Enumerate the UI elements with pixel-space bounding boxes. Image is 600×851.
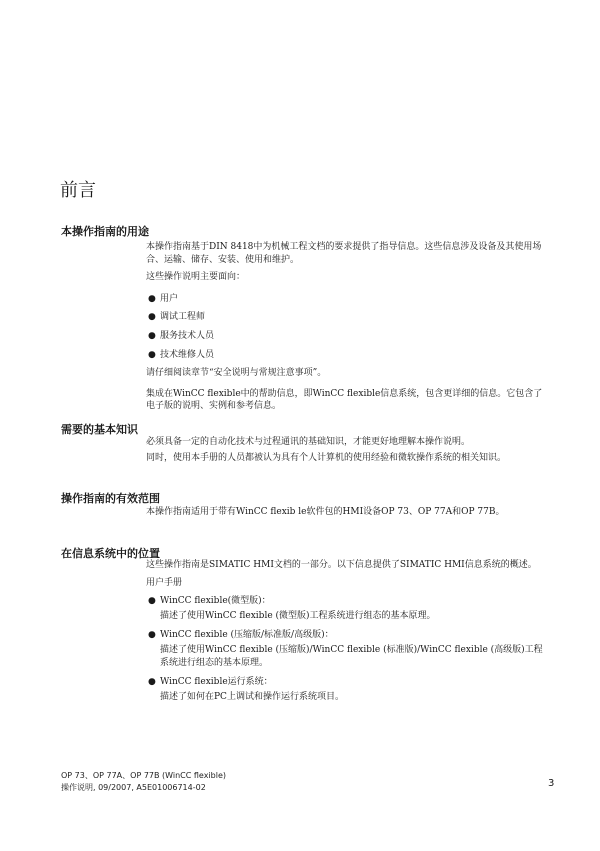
list-item-description: 描述了使用WinCC flexible (压缩版)/WinCC flexible (标准版)/WinCC flexible (高级版)工程系统进行组态的基本原理。 (160, 644, 543, 668)
footer-product-line: OP 73、OP 77A、OP 77B (WinCC flexible) (61, 771, 227, 780)
footer-document-line: 操作说明, 09/2007, A5E01006714-02 (61, 783, 206, 792)
list-item: ● 技术维修人员 (148, 349, 215, 360)
knowledge-paragraph-1: 必须具备一定的自动化技术与过程通讯的基础知识，才能更好地理解本操作说明。 (146, 437, 471, 447)
bullet-icon: ● (148, 312, 156, 323)
heading-knowledge: 需要的基本知识 (61, 423, 138, 436)
list-item: ● WinCC flexible(微型版)： (148, 596, 271, 607)
user-manual-subheading: 用户手册 (146, 577, 183, 588)
section-knowledge-body (146, 436, 546, 469)
section-position-body (146, 559, 546, 710)
list-item-description: 描述了如何在PC上调试和操作运行系统项目。 (160, 691, 344, 702)
section-scope-body (146, 506, 546, 524)
bullet-icon: ● (148, 677, 156, 688)
list-item: ● WinCC flexible (压缩版/标准版/高级版)： (148, 630, 334, 641)
page-footer (61, 770, 226, 794)
position-paragraph-1: 这些操作指南是SIMATIC HMI文档的一部分。以下信息提供了SIMATIC HMI信息系统的概述。 (146, 560, 537, 570)
list-item: ● 服务技术人员 (148, 330, 215, 341)
list-item: ● WinCC flexible运行系统： (148, 677, 273, 688)
page-title: 前言 (60, 180, 96, 201)
heading-position: 在信息系统中的位置 (61, 547, 160, 560)
scope-paragraph-1: 本操作指南适用于带有WinCC flexib le软件包的HMI设备OP 73、OP 77A和OP 77B。 (146, 507, 505, 517)
section-purpose-body (146, 241, 546, 418)
knowledge-paragraph-2: 同时，使用本手册的人员都被认为具有个人计算机的使用经验和微软操作系统的相关知识。 (146, 452, 507, 463)
list-item: ● 用户 (148, 293, 179, 304)
bullet-icon: ● (148, 293, 156, 304)
bullet-icon: ● (148, 596, 156, 607)
purpose-paragraph-2: 这些操作说明主要面向： (146, 272, 246, 283)
bullet-icon: ● (148, 330, 156, 341)
list-item: ● 调试工程师 (148, 312, 206, 323)
heading-scope: 操作指南的有效范围 (61, 492, 160, 505)
purpose-paragraph-1: 本操作指南基于DIN 8418中为机械工程文档的要求提供了指导信息。这些信息涉及设备及其使用场合、运输、储存、安装、使用和维护。 (146, 242, 542, 265)
manual-list (146, 595, 546, 703)
bullet-icon: ● (148, 349, 156, 360)
purpose-paragraph-4: 集成在WinCC flexible中的帮助信息，即WinCC flexible信息系统，包含更详细的信息。它包含了电子版的说明、实例和参考信息。 (146, 388, 543, 412)
audience-list (146, 293, 546, 361)
bullet-icon: ● (148, 630, 156, 641)
purpose-paragraph-3: 请仔细阅读章节“安全说明与常规注意事项”。 (146, 368, 327, 379)
heading-purpose: 本操作指南的用途 (61, 225, 149, 238)
page-number: 3 (548, 778, 555, 789)
list-item-description: 描述了使用WinCC flexible (微型版)工程系统进行组态的基本原理。 (160, 610, 436, 621)
